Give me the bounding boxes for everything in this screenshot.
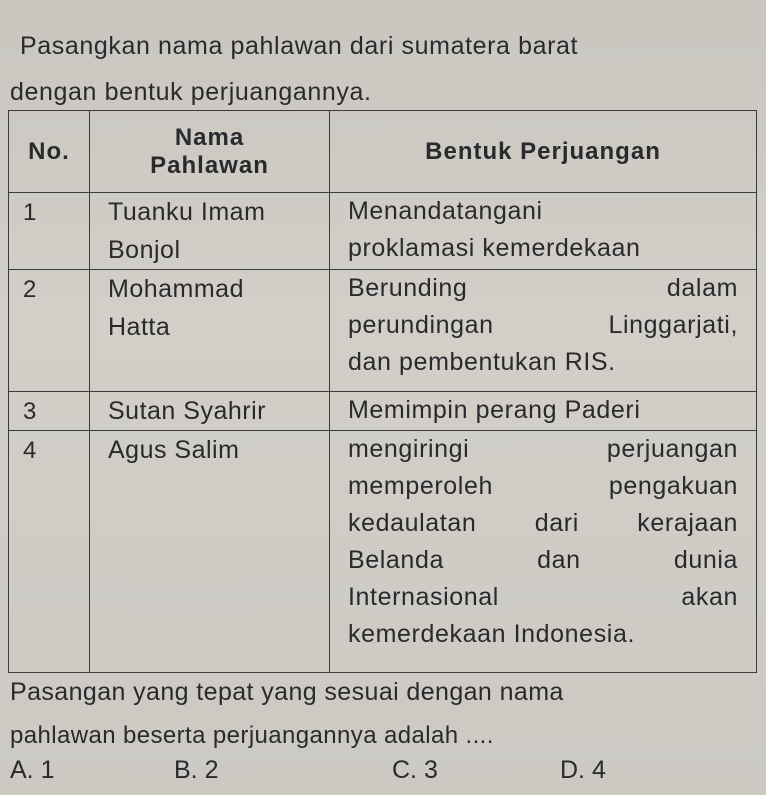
hero-name-line: Hatta	[108, 313, 171, 341]
row-number: 4	[9, 431, 90, 673]
description-line: Berunding dalam	[348, 274, 738, 302]
row-number: 1	[9, 193, 90, 270]
description-line: kemerdekaan Indonesia.	[348, 620, 635, 648]
description-line: Memimpin perang Paderi	[348, 396, 641, 424]
struggle-description	[330, 270, 757, 392]
hero-name	[90, 431, 330, 673]
hero-name	[90, 270, 330, 392]
struggle-description	[330, 392, 757, 431]
description-line: Internasional akan	[348, 583, 738, 611]
instruction-line-1: Pasangkan nama pahlawan dari sumatera barat	[20, 32, 579, 60]
header-nama-line2: Pahlawan	[150, 151, 269, 179]
table-header-row	[9, 111, 757, 193]
header-bentuk: Bentuk Perjuangan	[330, 111, 757, 193]
description-line: perundingan Linggarjati,	[348, 311, 738, 339]
description-line: proklamasi kemerdekaan	[348, 234, 641, 262]
option-d[interactable]: D. 4	[560, 756, 606, 784]
hero-name-line: Tuanku Imam	[108, 198, 266, 226]
row-number: 3	[9, 392, 90, 431]
description-line: kedaulatan dari kerajaan	[348, 509, 738, 537]
struggle-description	[330, 193, 757, 270]
row-number: 2	[9, 270, 90, 392]
struggle-description	[330, 431, 757, 673]
header-no: No.	[9, 111, 90, 193]
header-nama	[90, 111, 330, 193]
hero-name-line: Bonjol	[108, 236, 181, 264]
table-row	[9, 431, 757, 673]
table-row	[9, 193, 757, 270]
description-line: memperoleh pengakuan	[348, 472, 738, 500]
question-line-1: Pasangan yang tepat yang sesuai dengan nama	[10, 678, 564, 706]
description-line: Menandatangani	[348, 197, 543, 225]
option-a[interactable]: A. 1	[10, 756, 55, 784]
option-b[interactable]: B. 2	[174, 756, 219, 784]
question-line-2: pahlawan beserta perjuangannya adalah ....	[10, 722, 494, 749]
hero-name	[90, 193, 330, 270]
hero-name-line: Agus Salim	[108, 436, 240, 464]
hero-name-line: Sutan Syahrir	[108, 397, 266, 425]
description-line: Belanda dan dunia	[348, 546, 738, 574]
hero-name	[90, 392, 330, 431]
description-line: mengiringi perjuangan	[348, 435, 738, 463]
table-row	[9, 270, 757, 392]
option-c[interactable]: C. 3	[392, 756, 438, 784]
instruction-line-2: dengan bentuk perjuangannya.	[10, 78, 372, 106]
table-row	[9, 392, 757, 431]
description-line: dan pembentukan RIS.	[348, 348, 616, 376]
hero-table	[8, 110, 757, 673]
hero-name-line: Mohammad	[108, 275, 244, 303]
header-nama-line1: Nama	[174, 123, 245, 151]
